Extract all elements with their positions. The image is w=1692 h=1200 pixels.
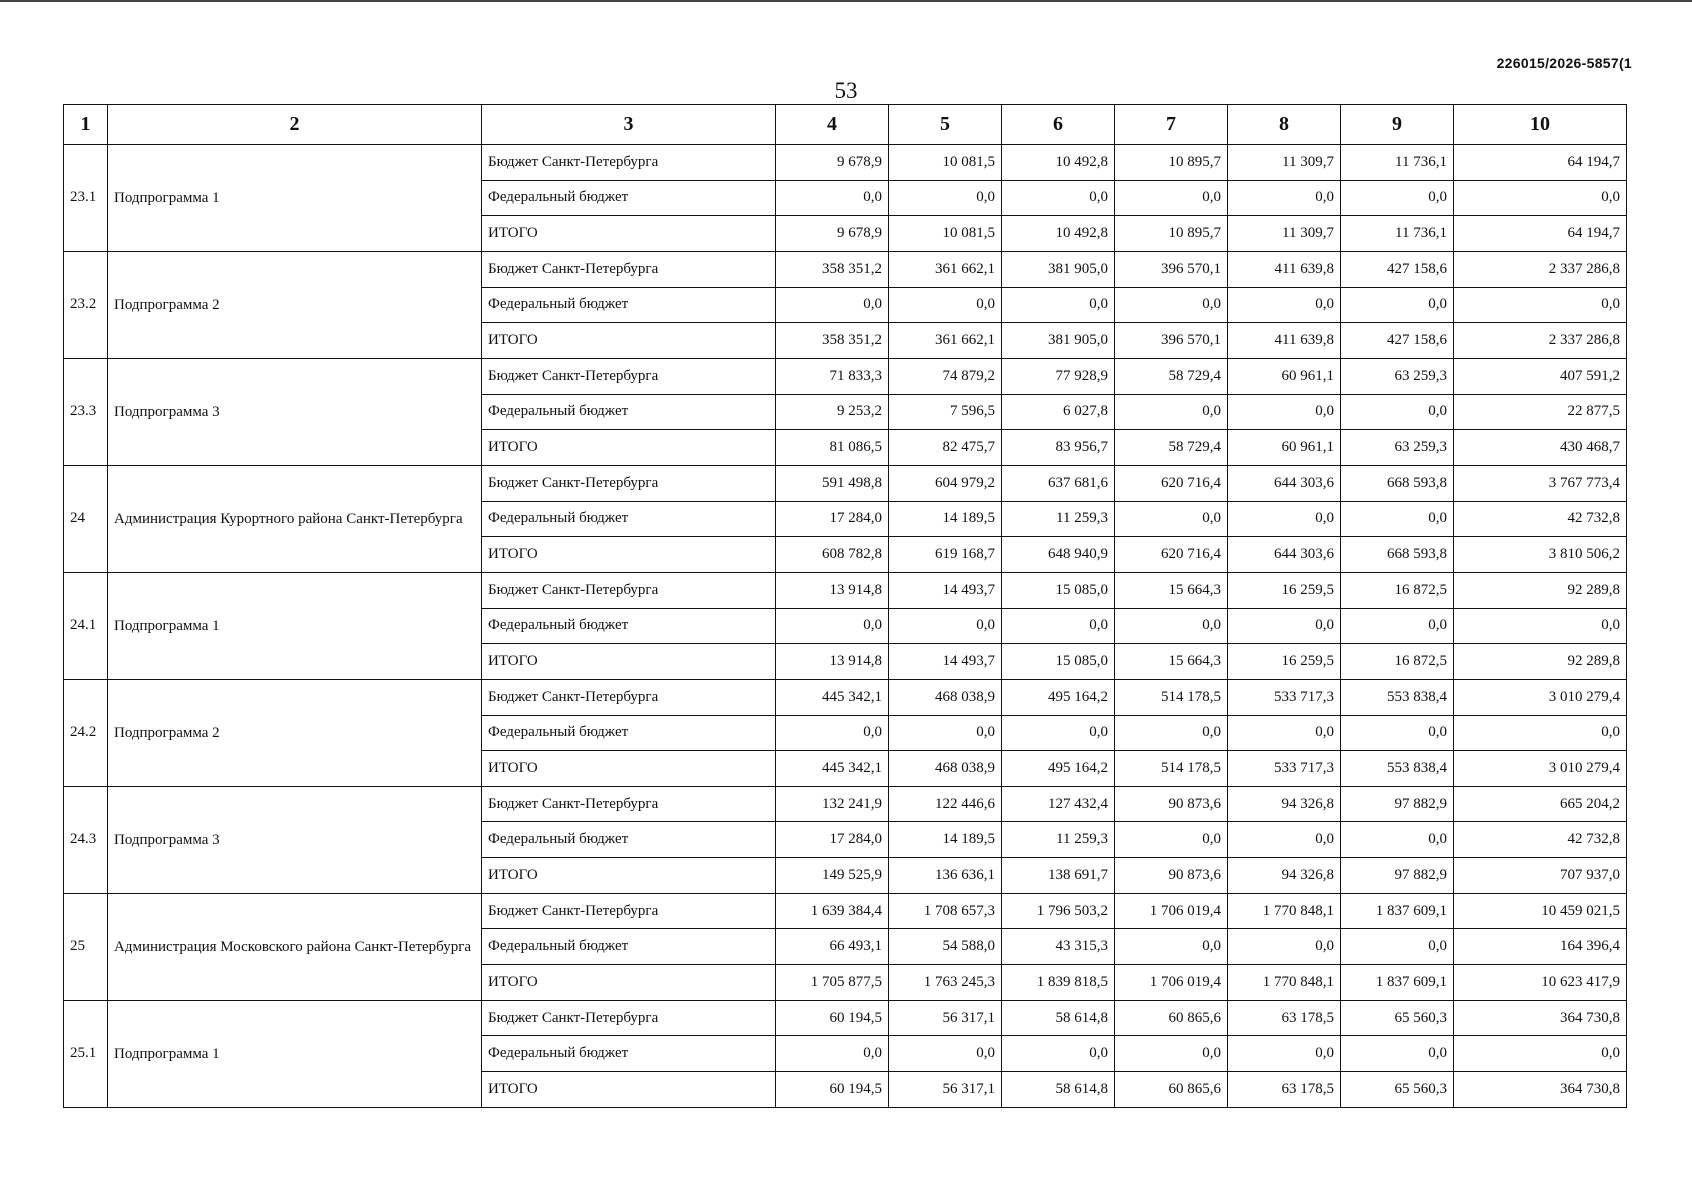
value-cell: 514 178,5: [1115, 679, 1228, 715]
funding-source: Бюджет Санкт-Петербурга: [482, 145, 776, 181]
funding-source: ИТОГО: [482, 323, 776, 359]
table-row: [64, 893, 1627, 929]
value-cell: 97 882,9: [1341, 858, 1454, 894]
value-cell: 0,0: [776, 715, 889, 751]
value-cell: 16 259,5: [1228, 644, 1341, 680]
row-name: Подпрограмма 1: [108, 572, 482, 679]
top-border-line: [0, 0, 1692, 2]
value-cell: 83 956,7: [1002, 430, 1115, 466]
funding-source: Федеральный бюджет: [482, 822, 776, 858]
funding-source: Федеральный бюджет: [482, 929, 776, 965]
value-cell: 63 178,5: [1228, 1000, 1341, 1036]
value-cell: 427 158,6: [1341, 323, 1454, 359]
value-cell: 82 475,7: [889, 430, 1002, 466]
value-cell: 358 351,2: [776, 323, 889, 359]
value-cell: 16 259,5: [1228, 572, 1341, 608]
value-cell: 10 492,8: [1002, 145, 1115, 181]
value-cell: 1 706 019,4: [1115, 893, 1228, 929]
value-cell: 10 459 021,5: [1454, 893, 1627, 929]
value-cell: 127 432,4: [1002, 786, 1115, 822]
value-cell: 10 895,7: [1115, 145, 1228, 181]
column-header: 8: [1228, 105, 1341, 145]
value-cell: 94 326,8: [1228, 786, 1341, 822]
value-cell: 1 796 503,2: [1002, 893, 1115, 929]
table-row: [64, 786, 1627, 822]
value-cell: 620 716,4: [1115, 465, 1228, 501]
value-cell: 43 315,3: [1002, 929, 1115, 965]
value-cell: 65 560,3: [1341, 1000, 1454, 1036]
value-cell: 1 837 609,1: [1341, 893, 1454, 929]
value-cell: 0,0: [1341, 608, 1454, 644]
value-cell: 644 303,6: [1228, 465, 1341, 501]
column-header: 7: [1115, 105, 1228, 145]
value-cell: 11 736,1: [1341, 145, 1454, 181]
row-name: Администрация Курортного района Санкт-Петербурга: [108, 465, 482, 572]
value-cell: 0,0: [1341, 1036, 1454, 1072]
value-cell: 9 678,9: [776, 216, 889, 252]
column-header: 2: [108, 105, 482, 145]
value-cell: 3 767 773,4: [1454, 465, 1627, 501]
value-cell: 11 736,1: [1341, 216, 1454, 252]
value-cell: 0,0: [1228, 287, 1341, 323]
table-row: [64, 358, 1627, 394]
funding-source: ИТОГО: [482, 1072, 776, 1108]
funding-source: Бюджет Санкт-Петербурга: [482, 572, 776, 608]
value-cell: 81 086,5: [776, 430, 889, 466]
value-cell: 63 178,5: [1228, 1072, 1341, 1108]
value-cell: 138 691,7: [1002, 858, 1115, 894]
value-cell: 0,0: [1454, 1036, 1627, 1072]
funding-source: Бюджет Санкт-Петербурга: [482, 1000, 776, 1036]
value-cell: 381 905,0: [1002, 323, 1115, 359]
value-cell: 60 865,6: [1115, 1000, 1228, 1036]
value-cell: 0,0: [1115, 715, 1228, 751]
value-cell: 0,0: [889, 287, 1002, 323]
value-cell: 665 204,2: [1454, 786, 1627, 822]
value-cell: 10 492,8: [1002, 216, 1115, 252]
value-cell: 0,0: [889, 180, 1002, 216]
value-cell: 0,0: [1002, 180, 1115, 216]
value-cell: 0,0: [1454, 287, 1627, 323]
value-cell: 668 593,8: [1341, 537, 1454, 573]
value-cell: 619 168,7: [889, 537, 1002, 573]
value-cell: 0,0: [776, 608, 889, 644]
row-code: 23.3: [64, 358, 108, 465]
value-cell: 15 664,3: [1115, 644, 1228, 680]
funding-source: ИТОГО: [482, 751, 776, 787]
value-cell: 64 194,7: [1454, 216, 1627, 252]
value-cell: 533 717,3: [1228, 751, 1341, 787]
row-code: 23.1: [64, 145, 108, 252]
value-cell: 0,0: [776, 1036, 889, 1072]
value-cell: 54 588,0: [889, 929, 1002, 965]
value-cell: 0,0: [1341, 822, 1454, 858]
table-body: [64, 145, 1627, 1108]
value-cell: 42 732,8: [1454, 501, 1627, 537]
value-cell: 0,0: [1341, 501, 1454, 537]
value-cell: 514 178,5: [1115, 751, 1228, 787]
value-cell: 358 351,2: [776, 251, 889, 287]
value-cell: 10 081,5: [889, 145, 1002, 181]
value-cell: 0,0: [1115, 929, 1228, 965]
value-cell: 427 158,6: [1341, 251, 1454, 287]
value-cell: 468 038,9: [889, 751, 1002, 787]
value-cell: 553 838,4: [1341, 679, 1454, 715]
value-cell: 58 729,4: [1115, 430, 1228, 466]
column-header: 6: [1002, 105, 1115, 145]
value-cell: 604 979,2: [889, 465, 1002, 501]
value-cell: 56 317,1: [889, 1000, 1002, 1036]
value-cell: 14 493,7: [889, 644, 1002, 680]
value-cell: 0,0: [1228, 822, 1341, 858]
value-cell: 7 596,5: [889, 394, 1002, 430]
value-cell: 17 284,0: [776, 822, 889, 858]
value-cell: 0,0: [1002, 715, 1115, 751]
row-name: Подпрограмма 1: [108, 145, 482, 252]
funding-source: ИТОГО: [482, 965, 776, 1001]
value-cell: 0,0: [1341, 394, 1454, 430]
row-code: 24.1: [64, 572, 108, 679]
value-cell: 9 253,2: [776, 394, 889, 430]
funding-source: Бюджет Санкт-Петербурга: [482, 679, 776, 715]
value-cell: 0,0: [1341, 180, 1454, 216]
header-row: [64, 105, 1627, 145]
value-cell: 0,0: [1002, 287, 1115, 323]
value-cell: 60 865,6: [1115, 1072, 1228, 1108]
value-cell: 11 259,3: [1002, 822, 1115, 858]
value-cell: 58 614,8: [1002, 1072, 1115, 1108]
value-cell: 92 289,8: [1454, 644, 1627, 680]
value-cell: 591 498,8: [776, 465, 889, 501]
value-cell: 0,0: [1454, 608, 1627, 644]
value-cell: 1 837 609,1: [1341, 965, 1454, 1001]
value-cell: 0,0: [1115, 287, 1228, 323]
funding-source: Бюджет Санкт-Петербурга: [482, 893, 776, 929]
row-name: Администрация Московского района Санкт-Петербурга: [108, 893, 482, 1000]
value-cell: 136 636,1: [889, 858, 1002, 894]
value-cell: 407 591,2: [1454, 358, 1627, 394]
value-cell: 60 961,1: [1228, 358, 1341, 394]
value-cell: 0,0: [1228, 180, 1341, 216]
value-cell: 0,0: [1115, 608, 1228, 644]
funding-source: Федеральный бюджет: [482, 715, 776, 751]
value-cell: 495 164,2: [1002, 751, 1115, 787]
value-cell: 0,0: [1228, 1036, 1341, 1072]
value-cell: 58 729,4: [1115, 358, 1228, 394]
value-cell: 620 716,4: [1115, 537, 1228, 573]
value-cell: 64 194,7: [1454, 145, 1627, 181]
value-cell: 77 928,9: [1002, 358, 1115, 394]
value-cell: 0,0: [1228, 608, 1341, 644]
value-cell: 0,0: [1228, 394, 1341, 430]
value-cell: 1 770 848,1: [1228, 893, 1341, 929]
row-code: 23.2: [64, 251, 108, 358]
value-cell: 58 614,8: [1002, 1000, 1115, 1036]
value-cell: 0,0: [1115, 180, 1228, 216]
value-cell: 445 342,1: [776, 679, 889, 715]
value-cell: 9 678,9: [776, 145, 889, 181]
value-cell: 1 770 848,1: [1228, 965, 1341, 1001]
value-cell: 411 639,8: [1228, 323, 1341, 359]
value-cell: 668 593,8: [1341, 465, 1454, 501]
funding-source: ИТОГО: [482, 644, 776, 680]
value-cell: 65 560,3: [1341, 1072, 1454, 1108]
value-cell: 164 396,4: [1454, 929, 1627, 965]
value-cell: 15 085,0: [1002, 644, 1115, 680]
column-header: 4: [776, 105, 889, 145]
funding-source: ИТОГО: [482, 858, 776, 894]
row-code: 25: [64, 893, 108, 1000]
funding-source: Федеральный бюджет: [482, 394, 776, 430]
value-cell: 1 706 019,4: [1115, 965, 1228, 1001]
value-cell: 60 194,5: [776, 1000, 889, 1036]
table-row: [64, 251, 1627, 287]
value-cell: 0,0: [1002, 608, 1115, 644]
value-cell: 0,0: [1341, 929, 1454, 965]
value-cell: 60 194,5: [776, 1072, 889, 1108]
value-cell: 445 342,1: [776, 751, 889, 787]
value-cell: 14 189,5: [889, 822, 1002, 858]
value-cell: 608 782,8: [776, 537, 889, 573]
value-cell: 94 326,8: [1228, 858, 1341, 894]
row-code: 25.1: [64, 1000, 108, 1107]
funding-source: Федеральный бюджет: [482, 501, 776, 537]
value-cell: 0,0: [1228, 929, 1341, 965]
value-cell: 1 708 657,3: [889, 893, 1002, 929]
value-cell: 396 570,1: [1115, 251, 1228, 287]
value-cell: 90 873,6: [1115, 858, 1228, 894]
table-row: [64, 572, 1627, 608]
document-id: 226015/2026-5857(1: [1496, 55, 1632, 71]
value-cell: 0,0: [1002, 1036, 1115, 1072]
value-cell: 0,0: [1454, 715, 1627, 751]
value-cell: 0,0: [776, 180, 889, 216]
row-code: 24.3: [64, 786, 108, 893]
row-code: 24.2: [64, 679, 108, 786]
row-code: 24: [64, 465, 108, 572]
column-header: 9: [1341, 105, 1454, 145]
value-cell: 0,0: [1341, 287, 1454, 323]
value-cell: 15 664,3: [1115, 572, 1228, 608]
value-cell: 90 873,6: [1115, 786, 1228, 822]
value-cell: 22 877,5: [1454, 394, 1627, 430]
funding-source: Федеральный бюджет: [482, 608, 776, 644]
value-cell: 66 493,1: [776, 929, 889, 965]
value-cell: 42 732,8: [1454, 822, 1627, 858]
value-cell: 0,0: [776, 287, 889, 323]
value-cell: 0,0: [1341, 715, 1454, 751]
value-cell: 97 882,9: [1341, 786, 1454, 822]
row-name: Подпрограмма 3: [108, 786, 482, 893]
value-cell: 13 914,8: [776, 572, 889, 608]
table-row: [64, 1000, 1627, 1036]
column-header: 10: [1454, 105, 1627, 145]
value-cell: 0,0: [889, 608, 1002, 644]
table-row: [64, 679, 1627, 715]
value-cell: 396 570,1: [1115, 323, 1228, 359]
value-cell: 63 259,3: [1341, 430, 1454, 466]
value-cell: 1 705 877,5: [776, 965, 889, 1001]
value-cell: 2 337 286,8: [1454, 251, 1627, 287]
value-cell: 71 833,3: [776, 358, 889, 394]
funding-source: ИТОГО: [482, 537, 776, 573]
value-cell: 149 525,9: [776, 858, 889, 894]
value-cell: 553 838,4: [1341, 751, 1454, 787]
funding-source: Федеральный бюджет: [482, 1036, 776, 1072]
value-cell: 10 623 417,9: [1454, 965, 1627, 1001]
funding-source: Бюджет Санкт-Петербурга: [482, 251, 776, 287]
value-cell: 381 905,0: [1002, 251, 1115, 287]
value-cell: 11 309,7: [1228, 216, 1341, 252]
value-cell: 0,0: [1115, 394, 1228, 430]
value-cell: 15 085,0: [1002, 572, 1115, 608]
value-cell: 74 879,2: [889, 358, 1002, 394]
funding-source: Федеральный бюджет: [482, 180, 776, 216]
value-cell: 14 189,5: [889, 501, 1002, 537]
value-cell: 1 763 245,3: [889, 965, 1002, 1001]
value-cell: 16 872,5: [1341, 644, 1454, 680]
value-cell: 60 961,1: [1228, 430, 1341, 466]
value-cell: 132 241,9: [776, 786, 889, 822]
funding-source: Бюджет Санкт-Петербурга: [482, 358, 776, 394]
value-cell: 0,0: [1228, 715, 1341, 751]
value-cell: 63 259,3: [1341, 358, 1454, 394]
value-cell: 122 446,6: [889, 786, 1002, 822]
table-row: [64, 145, 1627, 181]
value-cell: 0,0: [889, 715, 1002, 751]
value-cell: 0,0: [1228, 501, 1341, 537]
value-cell: 92 289,8: [1454, 572, 1627, 608]
value-cell: 10 081,5: [889, 216, 1002, 252]
value-cell: 11 309,7: [1228, 145, 1341, 181]
value-cell: 495 164,2: [1002, 679, 1115, 715]
value-cell: 56 317,1: [889, 1072, 1002, 1108]
column-header: 1: [64, 105, 108, 145]
value-cell: 14 493,7: [889, 572, 1002, 608]
funding-source: Федеральный бюджет: [482, 287, 776, 323]
value-cell: 411 639,8: [1228, 251, 1341, 287]
value-cell: 361 662,1: [889, 251, 1002, 287]
value-cell: 468 038,9: [889, 679, 1002, 715]
value-cell: 637 681,6: [1002, 465, 1115, 501]
row-name: Подпрограмма 1: [108, 1000, 482, 1107]
value-cell: 3 010 279,4: [1454, 751, 1627, 787]
column-header: 5: [889, 105, 1002, 145]
value-cell: 364 730,8: [1454, 1000, 1627, 1036]
value-cell: 17 284,0: [776, 501, 889, 537]
value-cell: 0,0: [1115, 501, 1228, 537]
value-cell: 3 010 279,4: [1454, 679, 1627, 715]
value-cell: 361 662,1: [889, 323, 1002, 359]
value-cell: 6 027,8: [1002, 394, 1115, 430]
value-cell: 533 717,3: [1228, 679, 1341, 715]
value-cell: 11 259,3: [1002, 501, 1115, 537]
row-name: Подпрограмма 2: [108, 251, 482, 358]
value-cell: 430 468,7: [1454, 430, 1627, 466]
value-cell: 648 940,9: [1002, 537, 1115, 573]
value-cell: 0,0: [1454, 180, 1627, 216]
value-cell: 1 839 818,5: [1002, 965, 1115, 1001]
value-cell: 16 872,5: [1341, 572, 1454, 608]
value-cell: 1 639 384,4: [776, 893, 889, 929]
row-name: Подпрограмма 3: [108, 358, 482, 465]
value-cell: 364 730,8: [1454, 1072, 1627, 1108]
budget-table: [63, 104, 1627, 1108]
value-cell: 13 914,8: [776, 644, 889, 680]
row-name: Подпрограмма 2: [108, 679, 482, 786]
table-row: [64, 465, 1627, 501]
value-cell: 644 303,6: [1228, 537, 1341, 573]
page-number: 53: [834, 78, 858, 103]
funding-source: ИТОГО: [482, 216, 776, 252]
value-cell: 707 937,0: [1454, 858, 1627, 894]
funding-source: Бюджет Санкт-Петербурга: [482, 465, 776, 501]
value-cell: 10 895,7: [1115, 216, 1228, 252]
value-cell: 0,0: [1115, 822, 1228, 858]
value-cell: 0,0: [1115, 1036, 1228, 1072]
value-cell: 2 337 286,8: [1454, 323, 1627, 359]
column-header: 3: [482, 105, 776, 145]
value-cell: 3 810 506,2: [1454, 537, 1627, 573]
funding-source: ИТОГО: [482, 430, 776, 466]
value-cell: 0,0: [889, 1036, 1002, 1072]
funding-source: Бюджет Санкт-Петербурга: [482, 786, 776, 822]
